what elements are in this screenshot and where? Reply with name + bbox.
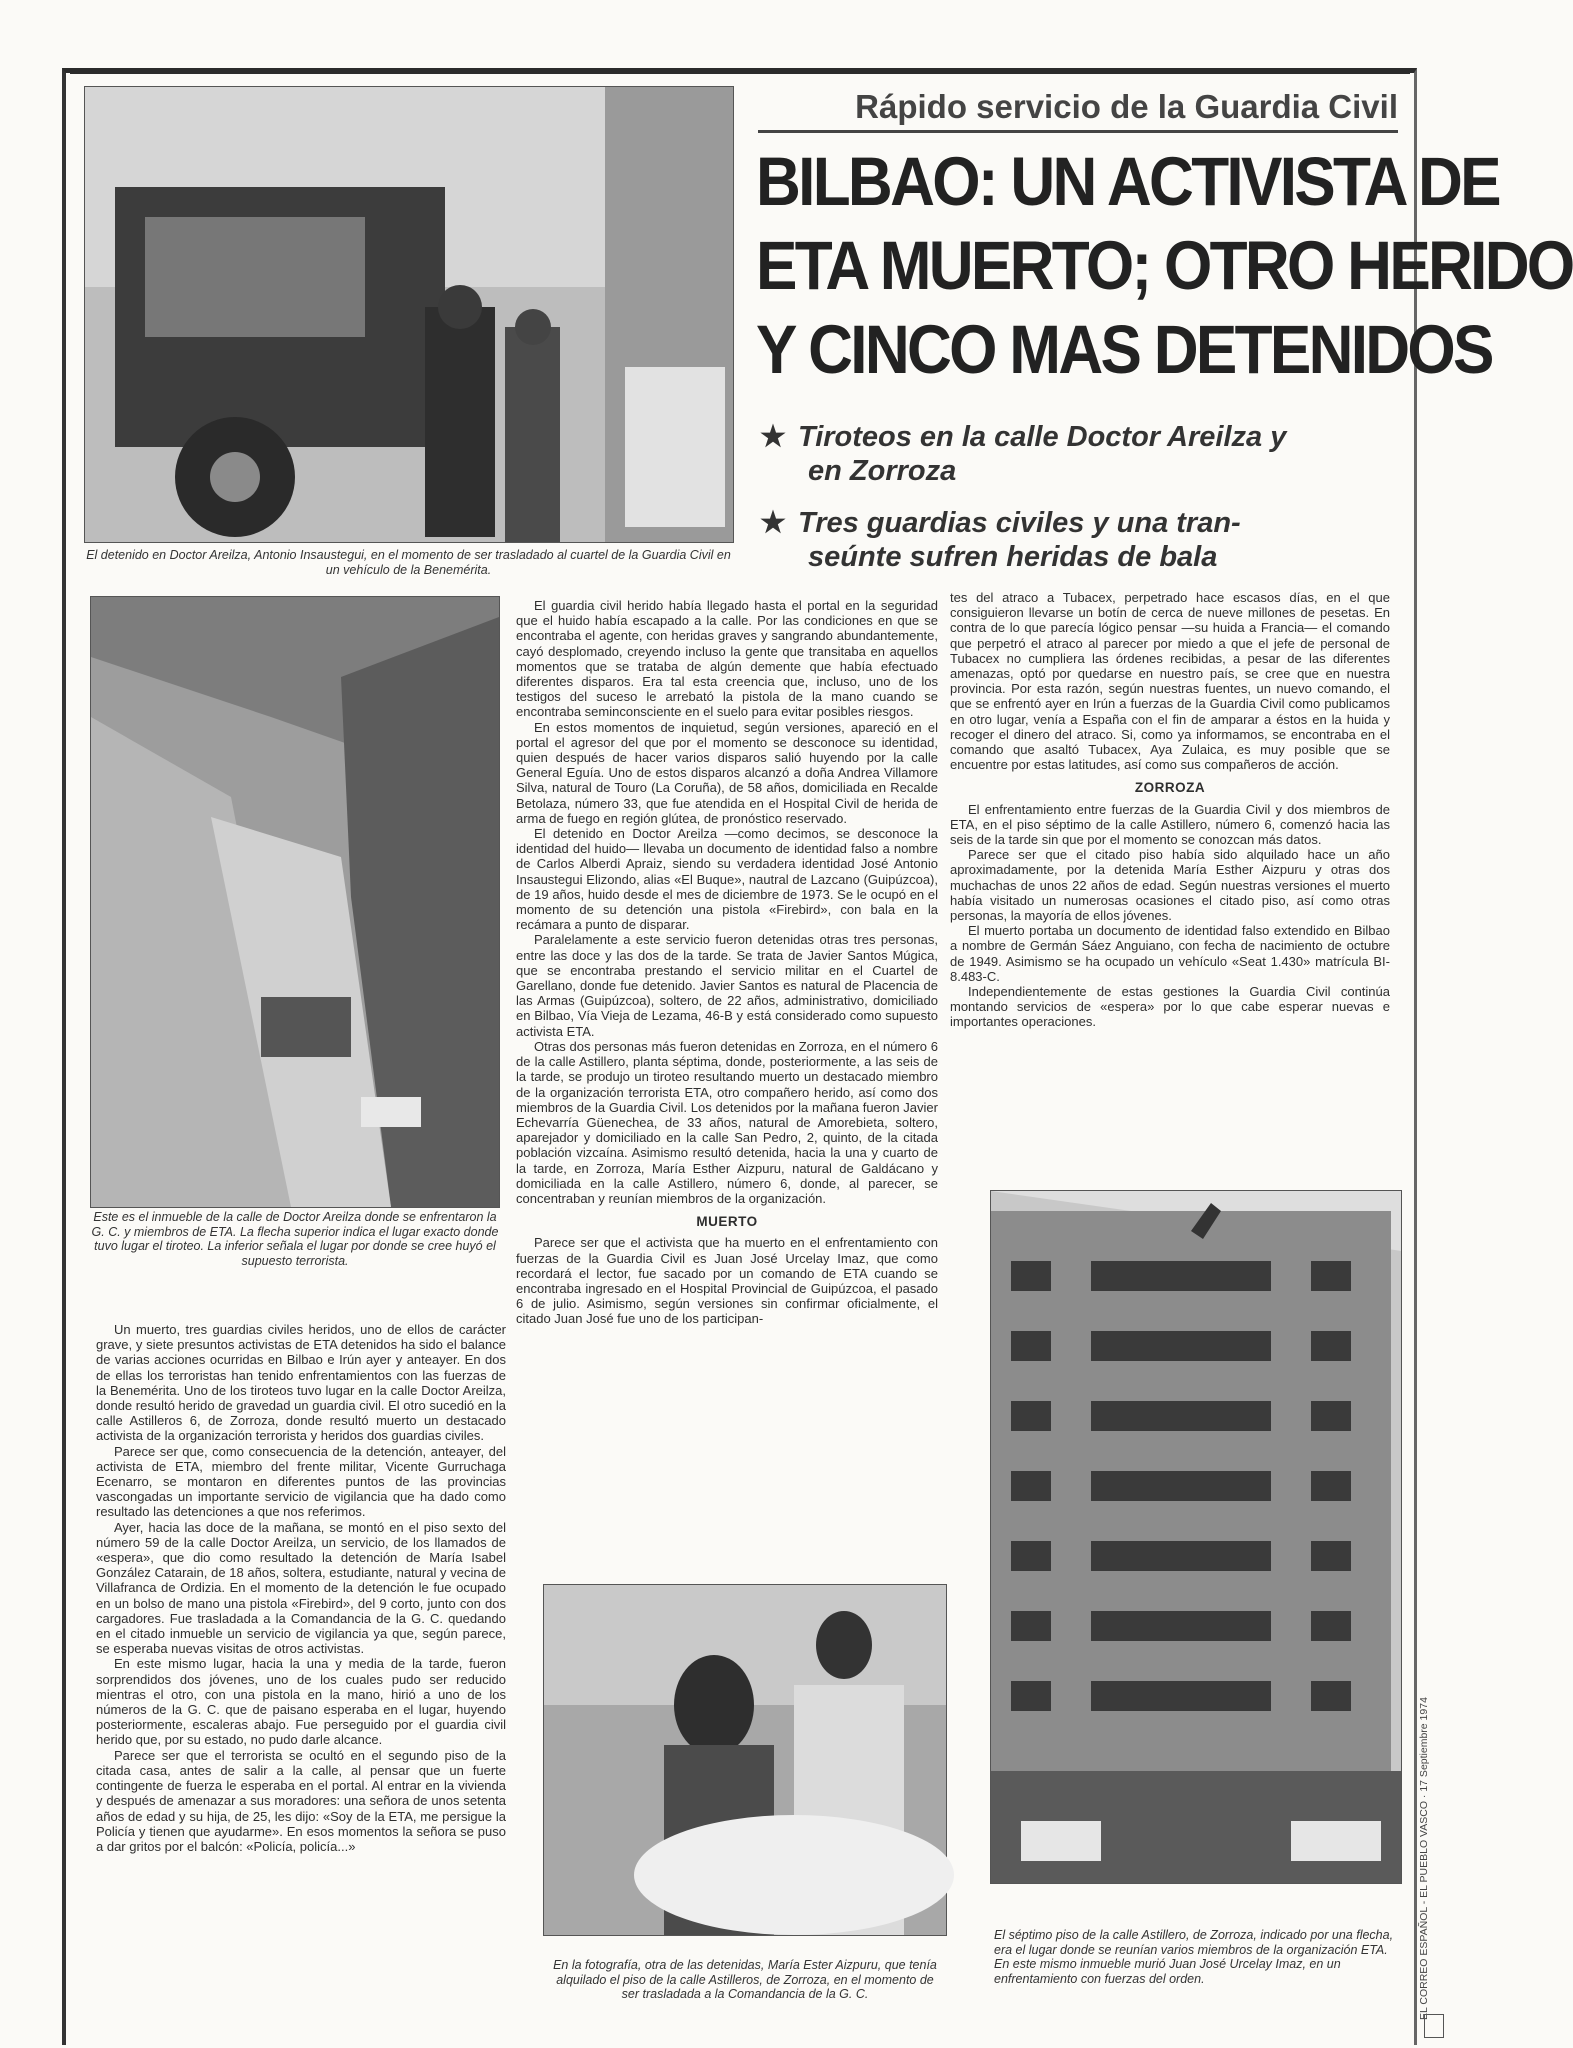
article-column-3	[950, 590, 1390, 1030]
section-heading-muerto: MUERTO	[696, 1214, 758, 1230]
paragraph: El detenido en Doctor Areilza —como decimos, se desconoce la identidad del huido— llevaba un documento de identidad falso a nombre de Carlos Alberdi Apraiz, siendo su verdadera identidad José Antonio Insaustegui Elizondo, alias «El Buque», nautral de Lazcano (Guipúzcoa), de 19 años, huido desde el mes de diciembre de 1973. Se le ocupó en el momento de su detención una pistola «Firebird», con bala en la recámara a punto de disparar.	[516, 826, 938, 933]
section-heading-zorroza: ZORROZA	[1134, 780, 1206, 796]
headline-line-3: Y CINCO MAS DETENIDOS	[756, 311, 1492, 388]
star-icon: ★	[760, 507, 786, 539]
photo-street-building	[90, 596, 500, 1208]
page-number-box	[1424, 2014, 1444, 2038]
subhead-2	[760, 506, 1400, 574]
paragraph: En este mismo lugar, hacia la una y media de la tarde, fueron sorprendidos dos jóvenes, uno de los cuales pudo ser reducido mientras el otro, con una pistola en la mano, hirió a uno de los números de la G. C. que de paisano esperaba en el lugar, huyendo posteriormente, escaleras abajo. Fue perseguido por el guardia civil herido que, por su estado, no pudo darle alcance.	[96, 1656, 506, 1748]
photo-truck	[84, 86, 734, 543]
photo-detained-woman	[543, 1584, 947, 1936]
paragraph: Ayer, hacia las doce de la mañana, se montó en el piso sexto del número 59 de la calle Doctor Areilza, un servicio, de los llamados de «espera», que dio como resultado la detención de María Isabel González Catarain, de 18 años, soltera, estudiante, natural y vecina de Villafranca de Ordizia. En el momento de la detención le fue ocupado en un bolso de mano una pistola «Firebird», del 9 corto, junto con dos cargadores. Fue trasladada a la Comandancia de la G. C. quedando en el citado inmueble un servicio de vigilancia ya que, según parece, se esperaba nuevas visitas de otros activistas.	[96, 1519, 506, 1657]
subhead-1	[760, 420, 1400, 488]
paragraph: Paralelamente a este servicio fueron detenidas otras tres personas, entre las doce y las dos de la tarde. Se trata de Javier Santos Múgica, que se encontraba prestando el servicio militar en el Cuartel de Garellano, donde fue detenido. Javier Santos es natural de Placencia de las Armas (Guipúzcoa), soltero, de 22 años, administrativo, domiciliado en Bilbao, Vía Vieja de Lezama, 46-B y está considerado como supuesto activista ETA.	[516, 932, 938, 1039]
star-icon: ★	[760, 421, 786, 453]
caption-truck: El detenido en Doctor Areilza, Antonio Insaustegui, en el momento de ser trasladado al cuartel de la Guardia Civil en un vehículo de la Benemérita.	[86, 548, 731, 577]
paragraph: El muerto portaba un documento de identidad falso extendido en Bilbao a nombre de Germán Sáez Anguiano, con fecha de nacimiento de octubre de 1949. Asimismo se ha ocupado un vehículo «Seat 1.430» matrícula BI-8.483-C.	[950, 923, 1390, 984]
article-column-2	[516, 598, 938, 1327]
headline-line-1: BILBAO: UN ACTIVISTA DE	[756, 143, 1499, 220]
publication-sidebar	[1418, 1580, 1446, 2020]
paragraph: El enfrentamiento entre fuerzas de la Guardia Civil y dos miembros de ETA, en el piso séptimo de la calle Astillero, número 6, comenzó hacia las seis de la tarde sin que por el momento se conozcan más datos.	[950, 801, 1390, 848]
subhead-1-line-1: Tiroteos en la calle Doctor Areilza y	[798, 421, 1287, 453]
paragraph: Parece ser que, como consecuencia de la detención, anteayer, del activista de ETA, miembro del frente militar, Vicente Gurruchaga Ecenarro, se montaron en diferentes puntos de las provincias vascongadas un importante servicio de vigilancia que ha dado como resultado las detenciones a que nos referimos.	[96, 1443, 506, 1520]
paragraph: Parece ser que el citado piso había sido alquilado hace un año aproximadamente, por la detenida María Esther Aizpuru y otras dos muchachas de unos 22 años de edad. Según nuestras versiones el muerto había visitado un numerosas ocasiones el citado piso, así como otras personas, la mayoría de ellos jóvenes.	[950, 847, 1390, 924]
paragraph: En estos momentos de inquietud, según versiones, apareció en el portal el agresor del que por el momento se desconoce su identidad, quien después de hacer varios disparos salió huyendo por la calle General Eguía. Uno de estos disparos alcanzó a doña Andrea Villamore Silva, natural de Touro (La Coruña), de 58 años, domiciliada en Recalde Betolaza, número 33, que fue atendida en el Hospital Civil de herida de arma de fuego en región glútea, de pronóstico reservado.	[516, 719, 938, 826]
caption-detained-woman: En la fotografía, otra de las detenidas, María Ester Aizpuru, que tenía alquilado el piso de la calle Astilleros, de Zorroza, en el momento de ser trasladada a la Comandancia de la G. C.	[553, 1958, 937, 2001]
publication-date-label: EL CORREO ESPAÑOL - EL PUEBLO VASCO · 17 Septiembre 1974	[1418, 1697, 1430, 2020]
paragraph: Parece ser que el terrorista se ocultó en el segundo piso de la citada casa, antes de salir a la calle, al pensar que un fuerte contingente de fuerza le esperaba en el portal. Al entrar en la vivienda y después de amenazar a sus moradores: una señora de unos setenta años de edad y su hija, de 25, les dijo: «Soy de la ETA, me persigue la Policía y tienen que ayudarme». En esos momentos la señora se puso a dar gritos por el balcón: «Policía, policía...»	[96, 1747, 506, 1854]
paragraph: Independientemente de estas gestiones la Guardia Civil continúa montando servicios de «espera» por lo que cabe esperar nuevas e importantes operaciones.	[950, 984, 1390, 1030]
subhead-1-line-2: en Zorroza	[808, 455, 957, 487]
subhead-2-line-1: Tres guardias civiles y una tran-	[798, 507, 1241, 539]
paragraph: Parece ser que el activista que ha muerto en el enfrentamiento con fuerzas de la Guardia Civil es Juan José Urcelay Imaz, que como recordará el lector, fue sacado por un comando de ETA cuando se encontraba ingresado en el Hospital Provincial de Guipúzcoa, el pasado 6 de julio. Asimismo, según versiones sin confirmar oficialmente, el citado Juan José fue uno de los participan-	[516, 1235, 938, 1327]
paragraph: Un muerto, tres guardias civiles heridos, uno de ellos de carácter grave, y siete presuntos activistas de ETA detenidos ha sido el balance de varias acciones ocurridas en Bilbao e Irún ayer y anteayer. En dos de ellas los terroristas han tenido enfrentamientos con las fuerzas de la Benemérita. Uno de los tiroteos tuvo lugar en la calle Doctor Areilza, donde resultó herido de gravedad un guardia civil. El otro sucedió en la calle Astilleros 6, de Zorroza, donde resultó muerto un destacado activista de la organización terrorista y heridos dos guardias civiles.	[96, 1322, 506, 1444]
paragraph: tes del atraco a Tubacex, perpetrado hace escasos días, en el que consiguieron llevarse un botín de cerca de nueve millones de pesetas. En contra de lo que parecía lógico pensar —su huida a Francia— el comando que perpetró el atraco al parecer por miedo a que el jefe de personal de Tubacex no cumpliera las órdenes recibidas, a pesar de las diferentes amenazas, optó por quedarse en nuestro país, se cree que en nuestra provincia. Por esta razón, según nuestras fuentes, un nuevo comando, el que se enfrentó ayer en Irún a fuerzas de la Guardia Civil como publicamos en otro lugar, venía a España con el fin de amparar a éstos en la huida y recoger el dinero del atraco. Si, como ya informamos, se encontraba en el comando que asaltó Tubacex, Aya Zulaica, es muy posible que se encuentre por estas latitudes, así como sus compañeros de acción.	[950, 590, 1390, 773]
photo-apartment-block	[990, 1190, 1402, 1884]
paragraph: Otras dos personas más fueron detenidas en Zorroza, en el número 6 de la calle Astillero, planta séptima, donde, posteriormente, a las seis de la tarde, se produjo un tiroteo resultando muerto un destacado miembro de la organización terrorista ETA, otro compañero herido, así como dos miembros de la Guardia Civil. Los detenidos por la mañana fueron Javier Echevarría Güenechea, de 33 años, natural de Amorebieta, soltero, aparejador y domiciliado en la calle San Pedro, 2, quinto, de la citada población vizcaína. Asimismo resultó detenida, hacia la una y cuarto de la tarde, en Zorroza, María Esther Aizpuru, natural de Galdácano y domiciliada en la calle Astillero, número 6, donde, al parecer, se concentraban y reunían miembros de la organización.	[516, 1038, 938, 1206]
headline-line-2: ETA MUERTO; OTRO HERIDO	[756, 227, 1573, 304]
caption-apartment-block: El séptimo piso de la calle Astillero, de Zorroza, indicado por una flecha, era el lugar donde se reunían varios miembros de la organización ETA. En este mismo inmueble murió Juan José Urcelay Imaz, en un enfrentamiento con fuerzas del orden.	[994, 1928, 1394, 1986]
paragraph: El guardia civil herido había llegado hasta el portal en la seguridad que el huido había escapado a la calle. Por las condiciones en que se encontraba el agente, con heridas graves y sangrando abundantemente, cayó desplomado, creyendo incluso la gente que transitaba en aquellos momentos que se trataba de algún demente que había efectuado diferentes disparos. Era tal esta creencia que, incluso, uno de los testigos del suceso le arrebató la pistola de la mano cuando se encontraba seminconsciente en el suelo para evitar posibles riesgos.	[516, 598, 938, 720]
article-column-1	[96, 1322, 506, 1854]
kicker-title: Rápido servicio de la Guardia Civil	[758, 88, 1398, 133]
headline	[756, 140, 1573, 392]
caption-street-building: Este es el inmueble de la calle de Doctor Areilza donde se enfrentaron la G. C. y miembros de ETA. La flecha superior indica el lugar exacto donde tuvo lugar el tiroteo. La inferior señala el lugar por donde se cree huyó el supuesto terrorista.	[91, 1210, 499, 1268]
subhead-2-line-2: seúnte sufren heridas de bala	[808, 541, 1218, 573]
